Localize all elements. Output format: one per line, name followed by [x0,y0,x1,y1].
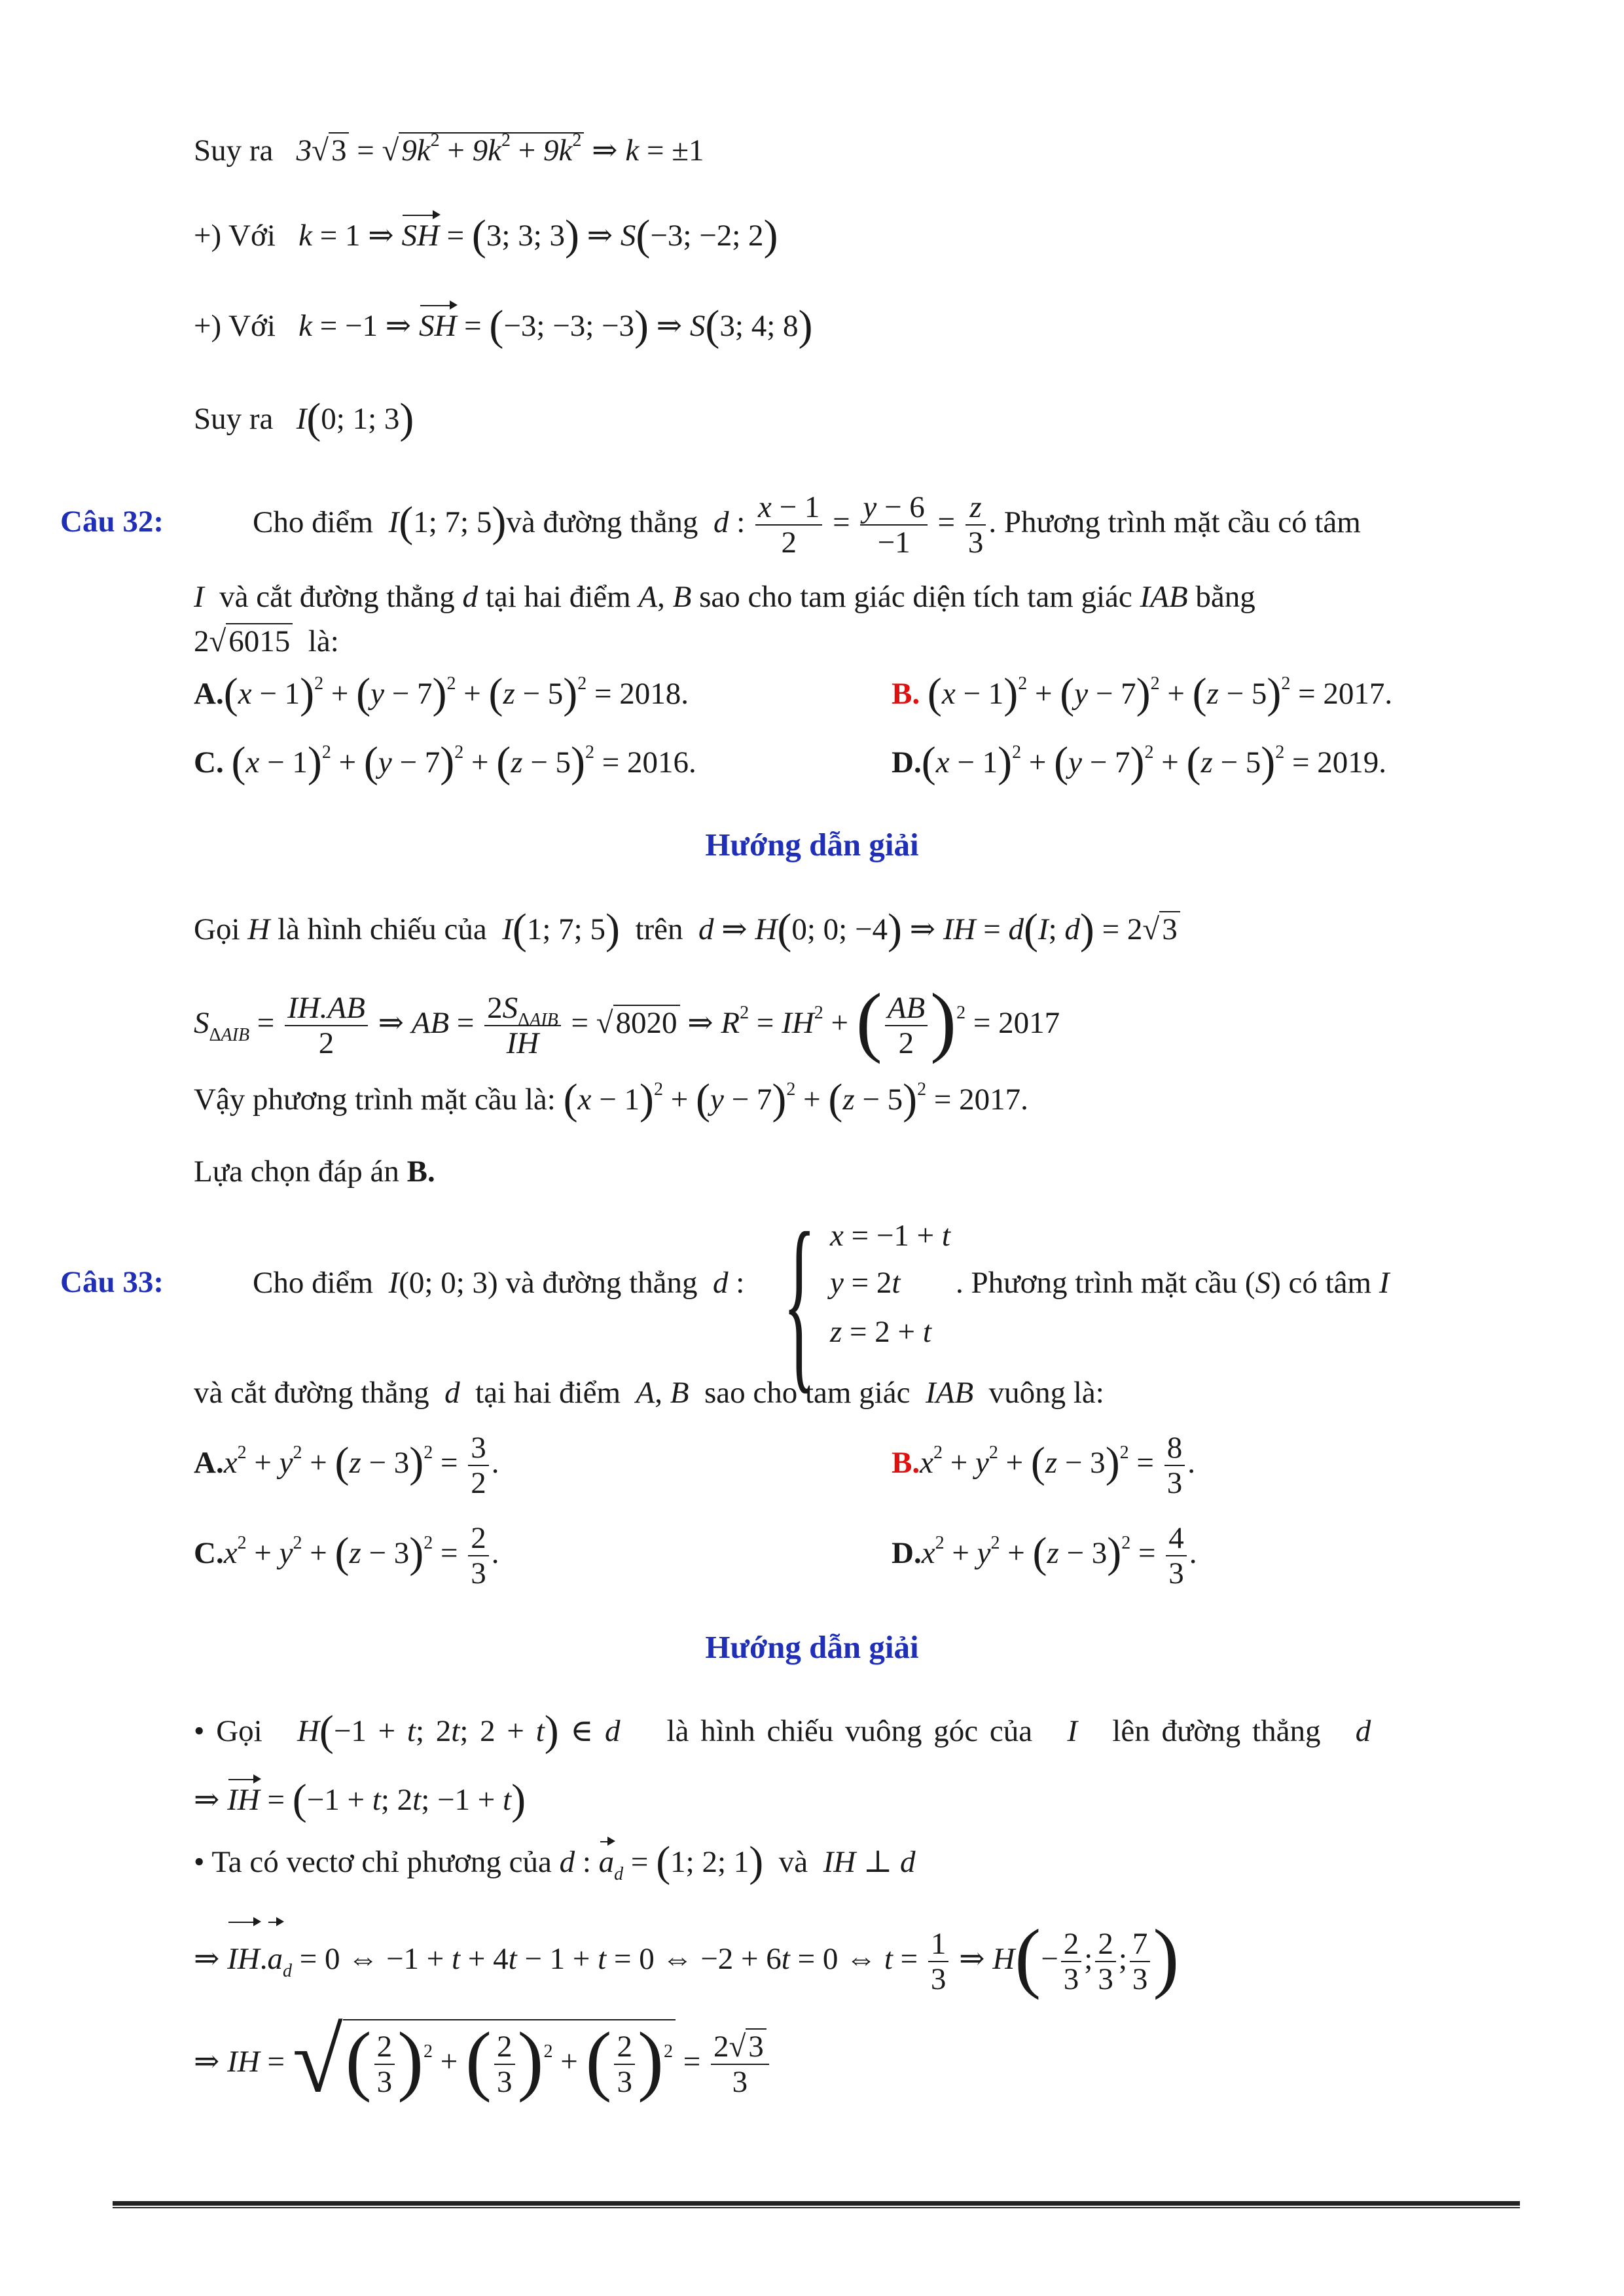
q33-stem-line-2: và cắt đường thẳng d tại hai điểm A, B sao cho tam giác IAB vuông là: [194,1376,1104,1410]
q32-solution-heading: Hướng dẫn giải [705,827,919,863]
footer-rule [113,2201,1520,2206]
q32-option-a[interactable]: $A.(x - 1)^2 + (y - 7)^2 + (z - 5)^2 = 2018$. [194,670,689,717]
q32-sol-line-4: Lựa chọn đáp án B. [194,1155,435,1189]
q33-label: Câu 33: [60,1265,164,1299]
q33-sol-line-5: ⇒ IH = √( $\frac{2}{3}$ )$^2$ + ( $\frac{2}{3}$ )$^2$ + ( $\frac{2}{3}$ )$^2$ = $\frac{2√3}{3}$ [194,2019,772,2101]
q32-sol-line-3: Vậy phương trình mặt cầu là: $(x - 1)^2 + (y - 7)^2 + (z - 5)^2 = 2017$. [194,1075,1028,1123]
q33-stem-line-1: Cho điểm I(0; 0; 3) và đường thẳng d : [253,1266,745,1300]
q33-option-b[interactable]: $B.x^2 + y^2 + (z - 3)^2$ = $\frac{8}{3}$ . [892,1431,1195,1501]
q33-sol-line-3: • Ta có vectơ chỉ phương của d : $a_d = (1$; 2; 1) và IH ⊥ d [194,1838,916,1886]
q33-option-c[interactable]: $C.x^2 + y^2 + (z - 3)^2$ = $\frac{2}{3}$ . [194,1521,499,1591]
q33-sol-line-2: ⇒ IH = (−1 + t; 2t; −1 + t) [194,1776,526,1823]
top-line-2: +) Với k = 1 ⇒ SH = (3; 3; 3) ⇒ S(−3; −2; 2) [194,211,778,259]
q32-stem-line-3: 2√6015 là: [194,624,339,658]
q32-label: Câu 32: [60,505,164,539]
q32-stem-line-1: Cho điểm I(1; 7; 5)và đường thẳng d : $\frac{x - 1}{2}$ = $\frac{y - 6}{-1}$ = $\frac{z}{3}$ . Phương trình mặt cầu có tâm [253,490,1361,560]
q32-option-d[interactable]: $D.(x - 1)^2 + (y - 7)^2 + (z - 5)^2 = 2019$. [892,738,1386,786]
q33-option-a[interactable]: $A.x^2 + y^2 + (z - 3)^2$ = $\frac{3}{2}$ . [194,1431,499,1501]
q33-system-line-3: z = 2 + t [830,1315,931,1349]
q33-sol-line-1: • Gọi H(−1 + t; 2t; 2 + t) ∈ d là hình chiếu vuông góc của I lên đường thẳng d [194,1707,1371,1755]
q33-system-brace: { [783,1193,816,1410]
q32-option-b[interactable]: B. $(x - 1)^2 + (y - 7)^2 + (z - 5)^2 = 2017$. [892,670,1393,717]
top-line-1: Suy ra $3√3 = √9k^2 + 9k^2 + 9k^2$ ⇒ k = ±1 [194,130,704,168]
q33-solution-heading: Hướng dẫn giải [705,1629,919,1665]
q33-system-line-2: y = 2t [830,1266,901,1300]
q32-stem-line-2: I và cắt đường thẳng d tại hai điểm A, B sao cho tam giác diện tích tam giác IAB bằng [194,580,1255,614]
q32-option-c[interactable]: C. $(x - 1)^2 + (y - 7)^2 + (z - 5)^2 = 2016$. [194,738,696,786]
q33-sol-line-4: ⇒ $IH.a_d = 0$ ⇔ −1 + t + 4t − 1 + t = 0 ⇔ −2 + 6t = 0 ⇔ t = $\frac{1}{3}$ ⇒ H(− $\frac{2}{3}$ ; $\frac{2}{3}$ ; $\frac{7}{3}$ ) [194,1913,1180,2000]
q33-system-line-1: x = −1 + t [830,1219,950,1253]
q32-sol-line-2: $S_{\Delta AIB}$ = $\frac{IH.AB}{2}$ ⇒ AB = $\frac{2S_{\Delta AIB}}{IH}$ = √8020 ⇒ $R^2 = IH^2$ + ( $\frac{AB}{2}$ )$^2$ = 2017 [194,977,1060,1064]
footer-rule-thin [113,2207,1520,2208]
q33-option-d[interactable]: $D.x^2 + y^2 + (z - 3)^2$ = $\frac{4}{3}$ . [892,1521,1197,1591]
q33-stem-line-1b: . Phương trình mặt cầu (S) có tâm I [956,1266,1390,1300]
q32-sol-line-1: Gọi H là hình chiếu của I(1; 7; 5) trên d ⇒ H(0; 0; −4) ⇒ IH = d(I; d) = 2√3 [194,910,1180,949]
top-line-4: Suy ra I(0; 1; 3) [194,395,414,442]
top-line-3: +) Với k = −1 ⇒ SH = (−3; −3; −3) ⇒ S(3; 4; 8) [194,302,813,350]
